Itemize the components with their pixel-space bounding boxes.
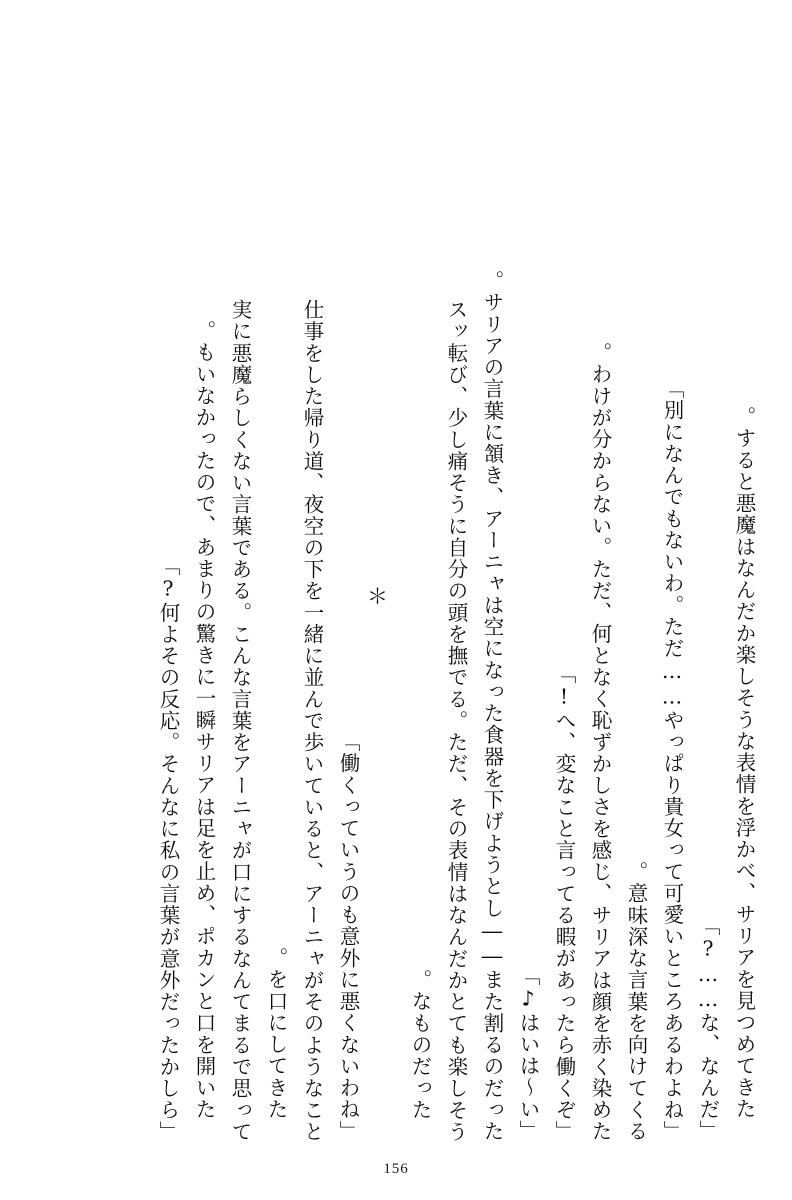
text-column: 「はいは～い♪」 — [516, 965, 540, 1142]
text-column: なものだった。 — [408, 968, 432, 1120]
text-column: スッ転び、少し痛そうに自分の頭を撫でる。ただ、その表情はなんだかとても楽しそう — [444, 298, 468, 1142]
text-column: サリアの言葉に頷き、アーニャは空になった食器を下げようとし――また割るのだった。 — [480, 269, 504, 1142]
text-column: 意味深な言葉を向けてくる。 — [624, 860, 648, 1142]
text-column: を口にしてきた。 — [264, 946, 288, 1120]
text-column: わけが分からない。ただ、何となく恥ずかしさを感じ、サリアは顔を赤く染めた。 — [588, 341, 612, 1142]
text-column: 実に悪魔らしくない言葉である。こんな言葉をアーニャが口にするなんてまるで思って — [228, 298, 252, 1142]
text-column: すると悪魔はなんだか楽しそうな表情を浮かべ、サリアを見つめてきた。 — [732, 406, 756, 1120]
section-separator — [358, 40, 394, 1120]
text-column: 「何よその反応。そんなに私の言葉が意外だったかしら?」 — [156, 554, 180, 1142]
vertical-text-body — [38, 40, 756, 1142]
text-column: 「別になんでもないわ。ただ……やっぱり貴女って可愛いところあるわよね」 — [660, 378, 684, 1142]
page-number: 156 — [383, 1161, 409, 1177]
text-column: 「へ、変なこと言ってる暇があったら働くぞ!」 — [552, 662, 576, 1142]
text-column: 仕事をした帰り道、夜空の下を一緒に並んで歩いていると、アーニャがそのようなこと — [300, 298, 324, 1142]
text-column: 「働くっていうのも意外に悪くないわね」 — [336, 731, 360, 1142]
separator-mark: ＊ — [364, 585, 389, 606]
text-column: もいなかったので、あまりの驚きに一瞬サリアは足を止め、ポカンと口を開いた。 — [192, 319, 216, 1120]
text-column: 「な、なんだ……?」 — [696, 915, 720, 1142]
